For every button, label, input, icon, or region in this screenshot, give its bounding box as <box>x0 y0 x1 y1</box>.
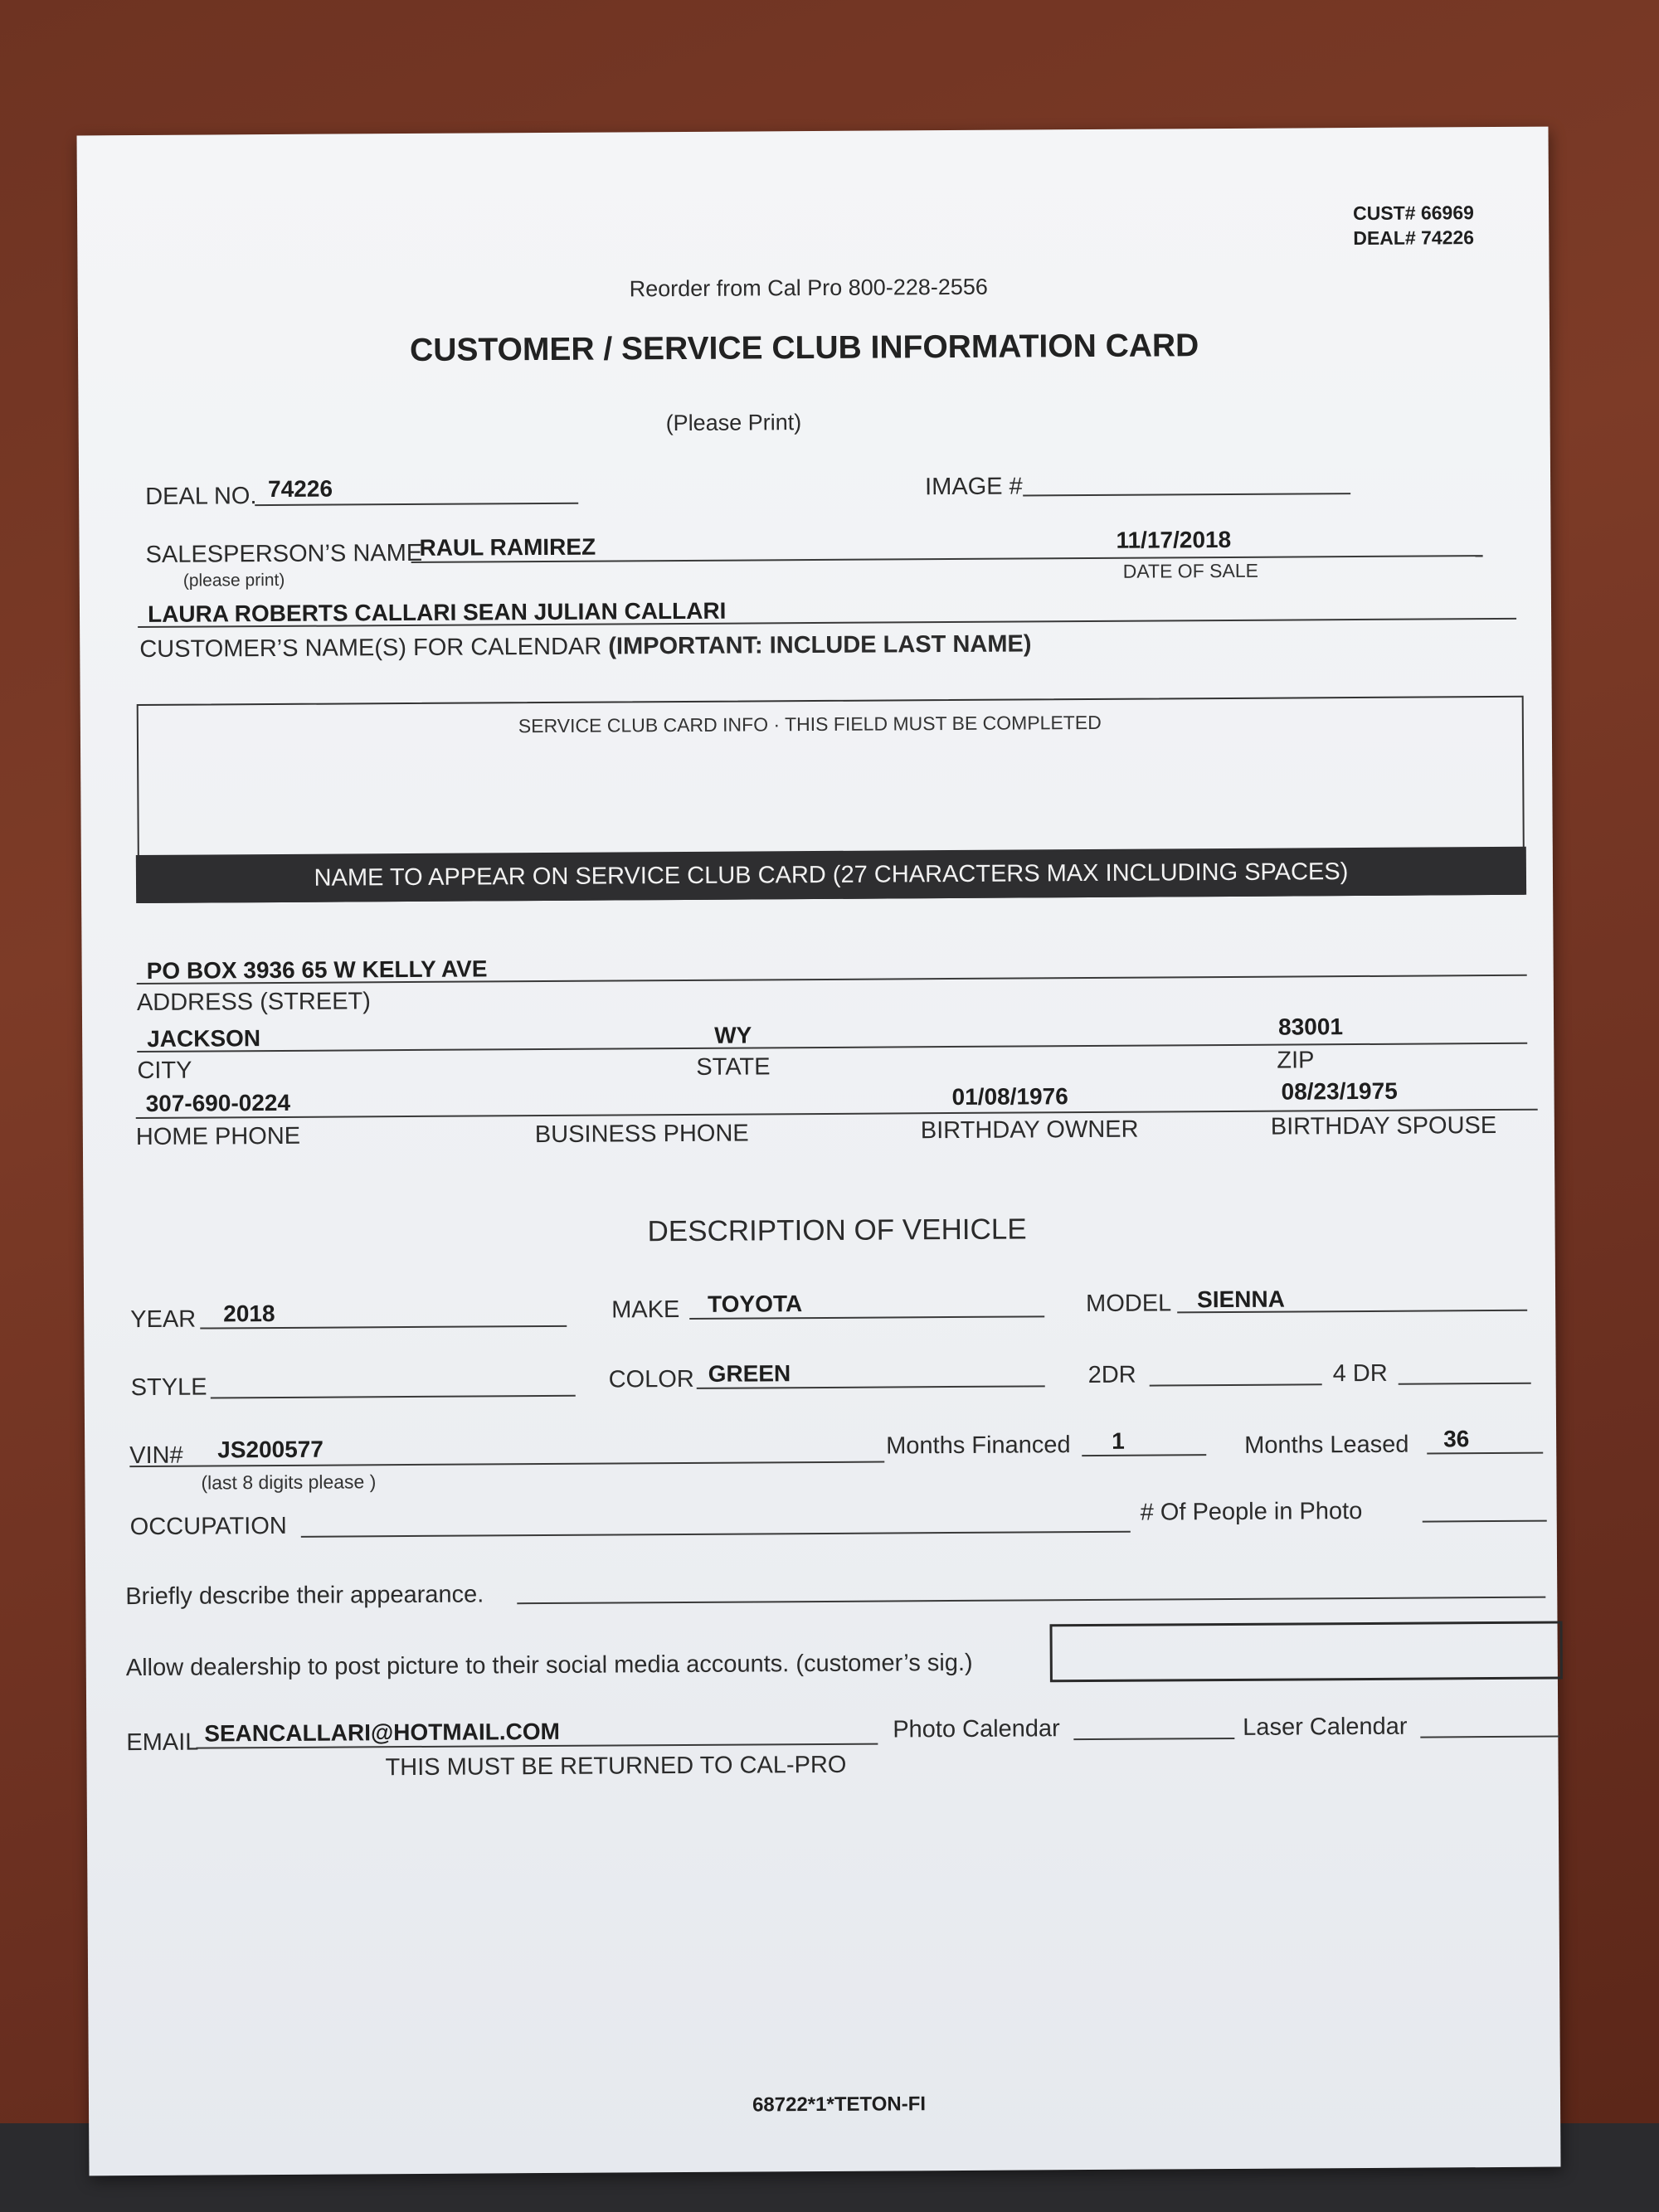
birthday-spouse-label: BIRTHDAY SPOUSE <box>1270 1112 1497 1140</box>
deal-no-label: DEAL NO. <box>145 483 257 510</box>
image-label: IMAGE # <box>925 473 1023 501</box>
date-of-sale-label: DATE OF SALE <box>1122 559 1258 582</box>
email-value[interactable]: SEANCALLARI@HOTMAIL.COM <box>204 1718 560 1747</box>
cust-label: CUST# <box>1353 202 1416 225</box>
vehicle-section-title: DESCRIPTION OF VEHICLE <box>647 1213 1027 1248</box>
address-label: ADDRESS (STREET) <box>136 988 371 1017</box>
photo-calendar-label: Photo Calendar <box>893 1715 1060 1743</box>
service-box-title: SERVICE CLUB CARD INFO · THIS FIELD MUST BE COMPLETED <box>518 711 1102 737</box>
deal-no-line <box>255 503 578 506</box>
birthday-owner-value[interactable]: 01/08/1976 <box>951 1083 1068 1111</box>
model-value[interactable]: SIENNA <box>1197 1286 1285 1313</box>
form-title: CUSTOMER / SERVICE CLUB INFORMATION CARD <box>409 328 1199 368</box>
city-state-zip-line <box>137 1043 1527 1053</box>
two-dr-line <box>1150 1383 1322 1386</box>
service-club-banner: NAME TO APPEAR ON SERVICE CLUB CARD (27 CHARACTERS MAX INCLUDING SPACES) <box>136 847 1526 903</box>
deal-number <box>1353 226 1474 250</box>
occupation-label: OCCUPATION <box>129 1512 287 1541</box>
form-code: 68722*1*TETON-FI <box>752 2093 927 2117</box>
state-value[interactable]: WY <box>714 1022 752 1048</box>
birthday-spouse-value[interactable]: 08/23/1975 <box>1281 1077 1398 1105</box>
social-media-label: Allow dealership to post picture to their social media accounts. (customer’s sig.) <box>125 1649 973 1682</box>
cust-value: 66969 <box>1420 202 1474 224</box>
people-in-photo-line <box>1423 1520 1547 1523</box>
style-label: STYLE <box>130 1373 207 1402</box>
cust-number <box>1353 202 1474 225</box>
zip-value[interactable]: 83001 <box>1278 1014 1344 1040</box>
salesperson-label: SALESPERSON’S NAME <box>145 539 423 568</box>
four-dr-label: 4 DR <box>1332 1359 1388 1388</box>
months-financed-line <box>1082 1454 1206 1456</box>
image-line <box>1023 493 1350 496</box>
appearance-line <box>517 1597 1545 1605</box>
information-card-form <box>77 127 1561 2176</box>
customer-signature-box[interactable] <box>1049 1621 1562 1683</box>
city-value[interactable]: JACKSON <box>147 1025 261 1052</box>
customer-names-value[interactable]: LAURA ROBERTS CALLARI SEAN JULIAN CALLARI <box>147 597 727 627</box>
year-value[interactable]: 2018 <box>223 1300 275 1327</box>
vin-label: VIN# <box>129 1441 183 1470</box>
please-print-note: (Please Print) <box>665 410 802 436</box>
address-value[interactable]: PO BOX 3936 65 W KELLY AVE <box>146 955 488 984</box>
state-label: STATE <box>696 1053 771 1081</box>
laser-calendar-label: Laser Calendar <box>1243 1713 1408 1741</box>
salesperson-sub: (please print) <box>182 570 285 591</box>
months-financed-label: Months Financed <box>886 1432 1071 1460</box>
color-value[interactable]: GREEN <box>708 1360 791 1387</box>
color-label: COLOR <box>608 1365 694 1393</box>
city-label: CITY <box>137 1057 192 1085</box>
date-of-sale-value[interactable]: 11/17/2018 <box>1116 526 1232 553</box>
appearance-label: Briefly describe their appearance. <box>125 1581 484 1611</box>
deal-value: 74226 <box>1421 226 1475 249</box>
vin-value[interactable]: JS200577 <box>217 1436 324 1463</box>
reorder-note: Reorder from Cal Pro 800-228-2556 <box>629 274 988 302</box>
people-in-photo-label: # Of People in Photo <box>1140 1498 1363 1526</box>
business-phone-label: BUSINESS PHONE <box>534 1120 749 1149</box>
return-note: THIS MUST BE RETURNED TO CAL-PRO <box>385 1751 847 1782</box>
make-label: MAKE <box>611 1296 680 1324</box>
months-leased-value[interactable]: 36 <box>1443 1426 1470 1452</box>
four-dr-line <box>1399 1383 1531 1385</box>
months-leased-label: Months Leased <box>1244 1431 1409 1459</box>
two-dr-label: 2DR <box>1087 1361 1136 1389</box>
style-line <box>211 1395 576 1399</box>
birthday-owner-label: BIRTHDAY OWNER <box>920 1116 1139 1145</box>
customer-names-label-text: CUSTOMER’S NAME(S) FOR CALENDAR <box>139 633 602 663</box>
customer-names-important: (IMPORTANT: INCLUDE LAST NAME) <box>608 630 1032 660</box>
home-phone-value[interactable]: 307-690-0224 <box>145 1089 291 1116</box>
vin-sub: (last 8 digits please ) <box>201 1471 377 1494</box>
months-financed-value[interactable]: 1 <box>1112 1427 1125 1454</box>
model-label: MODEL <box>1086 1290 1172 1318</box>
photo-calendar-line <box>1073 1738 1234 1740</box>
customer-names-label <box>139 630 1031 664</box>
year-label: YEAR <box>130 1305 197 1334</box>
zip-label: ZIP <box>1277 1047 1315 1074</box>
deal-label: DEAL# <box>1353 226 1416 250</box>
home-phone-label: HOME PHONE <box>135 1122 301 1151</box>
deal-no-value[interactable]: 74226 <box>268 475 333 503</box>
laser-calendar-line <box>1420 1736 1559 1738</box>
occupation-line <box>301 1531 1131 1538</box>
make-value[interactable]: TOYOTA <box>708 1291 803 1317</box>
email-label: EMAIL <box>126 1728 199 1757</box>
salesperson-value[interactable]: RAUL RAMIREZ <box>419 533 596 561</box>
months-leased-line <box>1427 1452 1543 1455</box>
